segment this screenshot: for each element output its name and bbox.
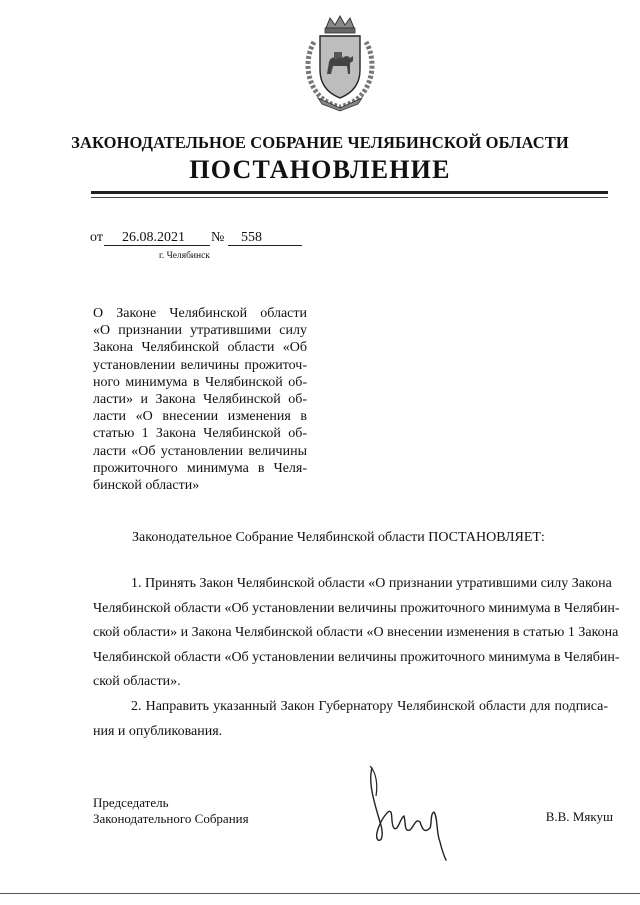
- subject-line: установлении величины прожиточ-: [93, 357, 307, 373]
- header-rule-thin: [91, 197, 608, 198]
- subject-line: бинской области»: [93, 478, 200, 494]
- subject-block: [93, 305, 307, 494]
- coat-of-arms-emblem: [300, 14, 380, 112]
- subject-line: Закона Челябинской области «Об: [93, 340, 307, 356]
- paragraph-line: ской области» и Закона Челябинской области «О внесении изменения в статью 1 Закона: [93, 625, 619, 640]
- position-line-1: Председатель: [93, 795, 169, 810]
- number-underline: [228, 245, 302, 246]
- paragraph-line: Челябинской области «Об установлении величины прожиточного минимума в Челябин-: [93, 649, 620, 665]
- handwritten-signature: [360, 762, 460, 862]
- subject-line: ласти «Об установлении величины: [93, 443, 307, 459]
- header-rule-thick: [91, 191, 608, 194]
- number-value: 558: [241, 230, 262, 245]
- paragraph-line: Челябинской области «Об установлении величины прожиточного минимума в Челябин-: [93, 600, 620, 616]
- subject-line: «О признании утратившими силу: [93, 323, 307, 339]
- signatory-name: В.В. Мякуш: [545, 809, 613, 824]
- paragraph-line: ния и опубликования.: [93, 723, 223, 739]
- number-label: №: [211, 230, 225, 245]
- paragraph-line: ской области».: [93, 674, 181, 689]
- paragraph-line: 1. Принять Закон Челябинской области «О признании утратившими силу Закона: [131, 576, 612, 591]
- signatory-position: [93, 795, 249, 827]
- subject-line: статью 1 Закона Челябинской об-: [93, 426, 307, 442]
- paragraph-2: [93, 695, 608, 744]
- date-value: 26.08.2021: [122, 230, 185, 245]
- page-bottom-rule: [0, 893, 640, 894]
- paragraph-1: [93, 572, 620, 695]
- date-underline: [104, 245, 210, 246]
- subject-line: ного минимума в Челябинской об-: [93, 374, 307, 390]
- preamble-text: Законодательное Собрание Челябинской области ПОСТАНОВЛЯЕТ:: [132, 530, 545, 545]
- city-label: г. Челябинск: [159, 251, 210, 261]
- subject-line: ласти «О внесении изменения в: [93, 409, 307, 425]
- organization-title: ЗАКОНОДАТЕЛЬНОЕ СОБРАНИЕ ЧЕЛЯБИНСКОЙ ОБЛАСТИ: [71, 133, 569, 152]
- subject-line: ласти» и Закона Челябинской об-: [93, 392, 307, 408]
- paragraph-line: 2. Направить указанный Закон Губернатору Челябинской области для подписа-: [131, 699, 608, 714]
- subject-line: О Законе Челябинской области: [93, 306, 307, 321]
- document-type-heading: ПОСТАНОВЛЕНИЕ: [189, 155, 451, 184]
- position-line-2: Законодательного Собрания: [93, 811, 249, 826]
- date-label: от: [90, 230, 103, 245]
- subject-line: прожиточного минимума в Челя-: [93, 460, 307, 476]
